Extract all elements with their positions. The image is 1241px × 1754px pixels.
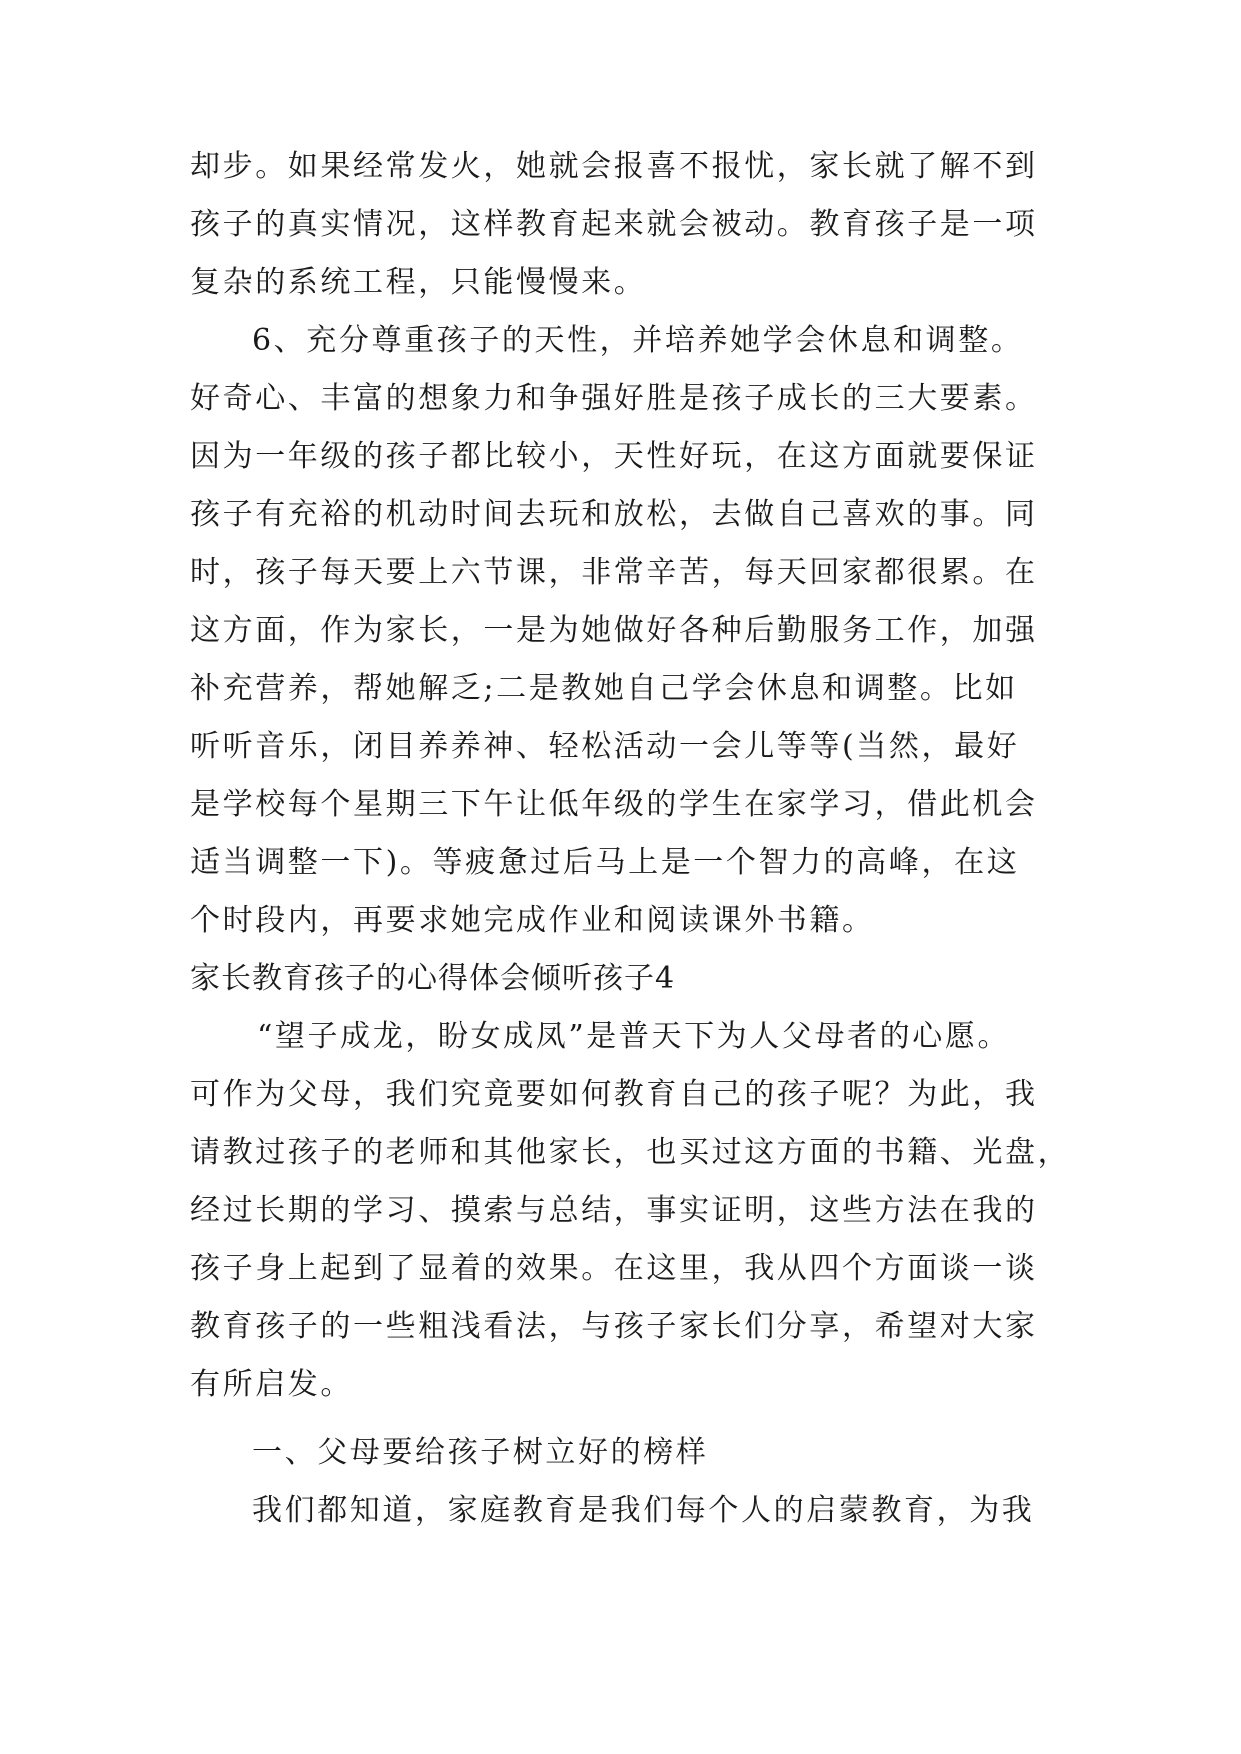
text-line: 我们都知道，家庭教育是我们每个人的启蒙教育，为我 [252,1493,1035,1528]
text-line: 补充营养，帮她解乏;二是教她自己学会休息和调整。比如 [190,671,1018,706]
text-line: 这方面，作为家长，一是为她做好各种后勤服务工作，加强 [190,613,1038,648]
text-line: 复杂的系统工程，只能慢慢来。 [190,265,647,300]
text-line: 适当调整一下)。等疲惫过后马上是一个智力的高峰，在这 [190,845,1020,880]
text-line: 6、充分尊重孩子的天性，并培养她学会休息和调整。 [252,323,1024,358]
text-line: 听听音乐，闭目养养神、轻松活动一会儿等等(当然，最好 [190,729,1020,764]
text-line: 好奇心、丰富的想象力和争强好胜是孩子成长的三大要素。 [190,381,1038,416]
text-line: 孩子身上起到了显着的效果。在这里，我从四个方面谈一谈 [190,1251,1038,1286]
text-line: 孩子有充裕的机动时间去玩和放松，去做自己喜欢的事。同 [190,497,1038,532]
text-line: 孩子的真实情况，这样教育起来就会被动。教育孩子是一项 [190,207,1038,242]
section-heading: 家长教育孩子的心得体会倾听孩子4 [190,961,676,996]
text-line: 个时段内，再要求她完成作业和阅读课外书籍。 [190,903,875,938]
text-line: 因为一年级的孩子都比较小，天性好玩，在这方面就要保证 [190,439,1038,474]
text-line: 是学校每个星期三下午让低年级的学生在家学习，借此机会 [190,787,1038,822]
text-line: 可作为父母，我们究竟要如何教育自己的孩子呢？为此，我 [190,1077,1038,1112]
subheading: 一、父母要给孩子树立好的榜样 [252,1435,709,1470]
text-line: 却步。如果经常发火，她就会报喜不报忧，家长就了解不到 [190,149,1038,184]
text-line: “望子成龙，盼女成凤”是普天下为人父母者的心愿。 [257,1019,1011,1054]
text-line: 有所启发。 [190,1367,353,1402]
text-line: 请教过孩子的老师和其他家长，也买过这方面的书籍、光盘， [190,1135,1071,1170]
text-line: 教育孩子的一些粗浅看法，与孩子家长们分享，希望对大家 [190,1309,1038,1344]
text-line: 经过长期的学习、摸索与总结，事实证明，这些方法在我的 [190,1193,1038,1228]
text-line: 时，孩子每天要上六节课，非常辛苦，每天回家都很累。在 [190,555,1038,590]
